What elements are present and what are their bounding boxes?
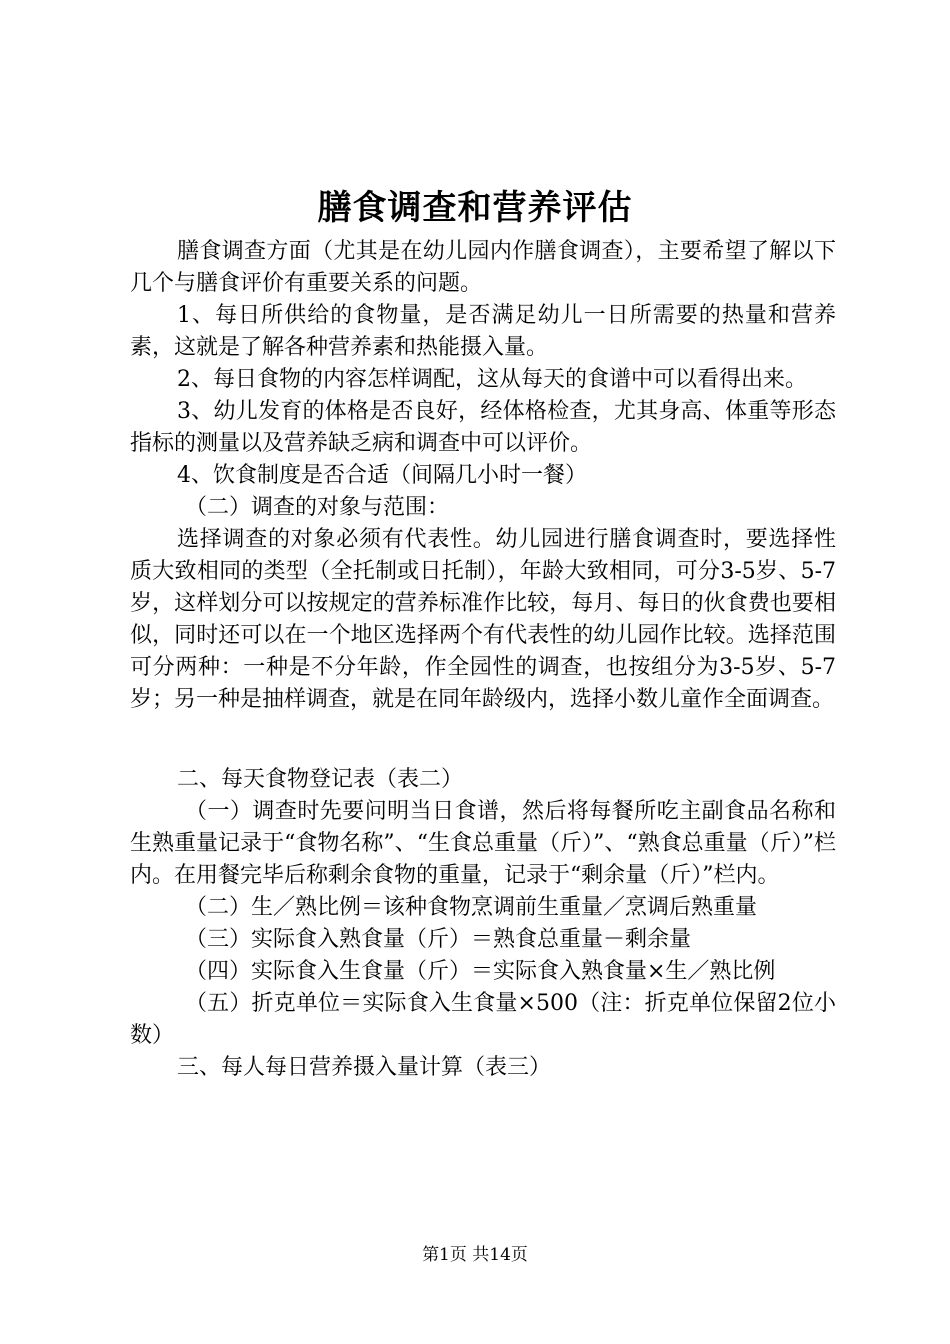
section-heading-table3: 三、每人每日营养摄入量计算（表三）	[177, 1055, 552, 1080]
paragraph-item-2: 2、每日食物的内容怎样调配，这从每天的食谱中可以看得出来。	[177, 367, 807, 392]
page-footer: 第1页 共14页	[422, 1245, 528, 1265]
paragraph-item-3: 3、幼儿发育的体格是否良好，经体格检查，尤其身高、体重等形态指标的测量以及营养缺乏病和调查中可以评价。	[130, 399, 836, 456]
paragraph-table2-step1: （一）调查时先要问明当日食谱，然后将每餐所吃主副食品名称和生熟重量记录于“食物名称”、“生食总重量（斤）”、“熟食总重量（斤）”栏内。在用餐完毕后称剩余食物的重量，记录于“剩余量（斤）”栏内。	[130, 799, 836, 888]
paragraph-table2-step5: （五）折克单位＝实际食入生食量×500（注：折克单位保留2位小数）	[130, 991, 836, 1048]
document-body	[130, 236, 836, 1084]
section-heading-scope: （二）调查的对象与范围：	[185, 495, 450, 520]
paragraph-table2-step4: （四）实际食入生食量（斤）＝实际食入熟食量×生／熟比例	[185, 959, 776, 984]
section-heading-table2: 二、每天食物登记表（表二）	[177, 767, 464, 792]
paragraph-table2-step3: （三）实际食入熟食量（斤）＝熟食总重量－剩余量	[185, 927, 692, 952]
paragraph-table2-step2: （二）生／熟比例＝该种食物烹调前生重量／烹调后熟重量	[185, 895, 758, 920]
paragraph-item-4: 4、饮食制度是否合适（间隔几小时一餐）	[177, 463, 587, 488]
document-title: 膳食调查和营养评估	[317, 188, 633, 228]
paragraph-gap	[130, 716, 836, 764]
paragraph-scope: 选择调查的对象必须有代表性。幼儿园进行膳食调查时，要选择性质大致相同的类型（全托制或日托制），年龄大致相同，可分3-5岁、5-7岁，这样划分可以按规定的营养标准作比较，每月、每日的伙食费也要相似，同时还可以在一个地区选择两个有代表性的幼儿园作比较。选择范围可分两种：一种是不分年龄，作全园性的调查，也按组分为3-5岁、5-7岁；另一种是抽样调查，就是在同年龄级内，选择小数儿童作全面调查。	[130, 527, 836, 712]
paragraph-intro: 膳食调查方面（尤其是在幼儿园内作膳食调查），主要希望了解以下几个与膳食评价有重要关系的问题。	[130, 239, 836, 296]
paragraph-item-1: 1、每日所供给的食物量，是否满足幼儿一日所需要的热量和营养素，这就是了解各种营养素和热能摄入量。	[130, 303, 836, 360]
